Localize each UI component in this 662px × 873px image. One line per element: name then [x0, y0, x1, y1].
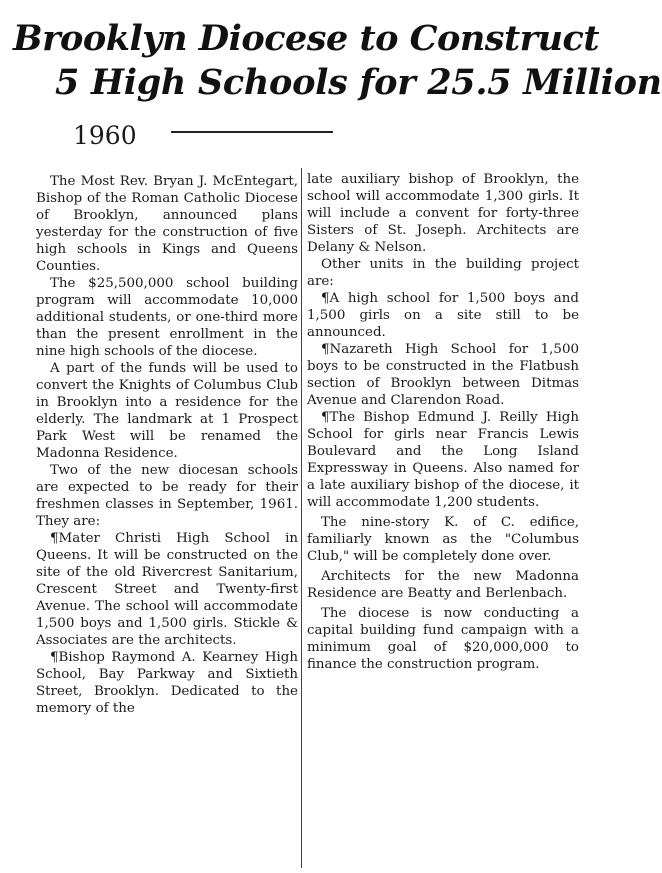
paragraph: Other units in the building project are:: [307, 257, 579, 289]
paragraph: Two of the new diocesan schools are expected to be ready for their freshmen classes in September, 1961. They are:: [36, 463, 298, 529]
paragraph: ¶Bishop Raymond A. Kearney High School, Bay Parkway and Sixtieth Street, Brooklyn. Dedicated to the memory of the: [36, 650, 298, 716]
paragraph: The nine-story K. of C. edifice, familiarly known as the "Columbus Club," will be completely done over.: [307, 515, 579, 564]
column-divider: [301, 168, 302, 868]
paragraph: ¶The Bishop Edmund J. Reilly High School for girls near Francis Lewis Boulevard and the Long Island Expressway in Queens. Also named for a late auxiliary bishop of the diocese, it will accommodate 1,200 students.: [307, 410, 579, 510]
newspaper-clipping: [3, 3, 662, 869]
paragraph: The $25,500,000 school building program will accommodate 10,000 additional students, or one-third more than the present enrollment in the nine high schools of the diocese.: [36, 276, 298, 359]
paragraph: ¶A high school for 1,500 boys and 1,500 girls on a site still to be announced.: [307, 291, 579, 340]
headline-line-2: 5 High Schools for 25.5 Million: [55, 62, 662, 103]
right-column: [307, 171, 579, 673]
paragraph: The Most Rev. Bryan J. McEntegart, Bishop of the Roman Catholic Diocese of Brooklyn, announced plans yesterday for the construction of five high schools in Kings and Queens Counties.: [36, 174, 298, 274]
paragraph: ¶Nazareth High School for 1,500 boys to be constructed in the Flatbush section of Brooklyn between Ditmas Avenue and Clarendon Road.: [307, 342, 579, 408]
paragraph: Architects for the new Madonna Residence are Beatty and Berlenbach.: [307, 569, 579, 601]
paragraph: A part of the funds will be used to convert the Knights of Columbus Club in Brooklyn into a residence for the elderly. The landmark at 1 Prospect Park West will be renamed the Madonna Residence.: [36, 361, 298, 461]
dateline-year: 1960: [73, 121, 137, 150]
paragraph: ¶Mater Christi High School in Queens. It will be constructed on the site of the old Rivercrest Sanitarium, Crescent Street and Twenty-first Avenue. The school will accommodate 1,500 boys and 1,500 girls. Stickle & Associates are the architects.: [36, 531, 298, 648]
left-column: [36, 173, 298, 717]
paragraph: The diocese is now conducting a capital building fund campaign with a minimum goal of $20,000,000 to finance the construction program.: [307, 606, 579, 672]
headline-line-1: Brooklyn Diocese to Construct: [13, 18, 600, 59]
year-rule: [171, 131, 333, 133]
paragraph: late auxiliary bishop of Brooklyn, the school will accommodate 1,300 girls. It will include a convent for forty-three Sisters of St. Joseph. Architects are Delany & Nelson.: [307, 172, 579, 255]
